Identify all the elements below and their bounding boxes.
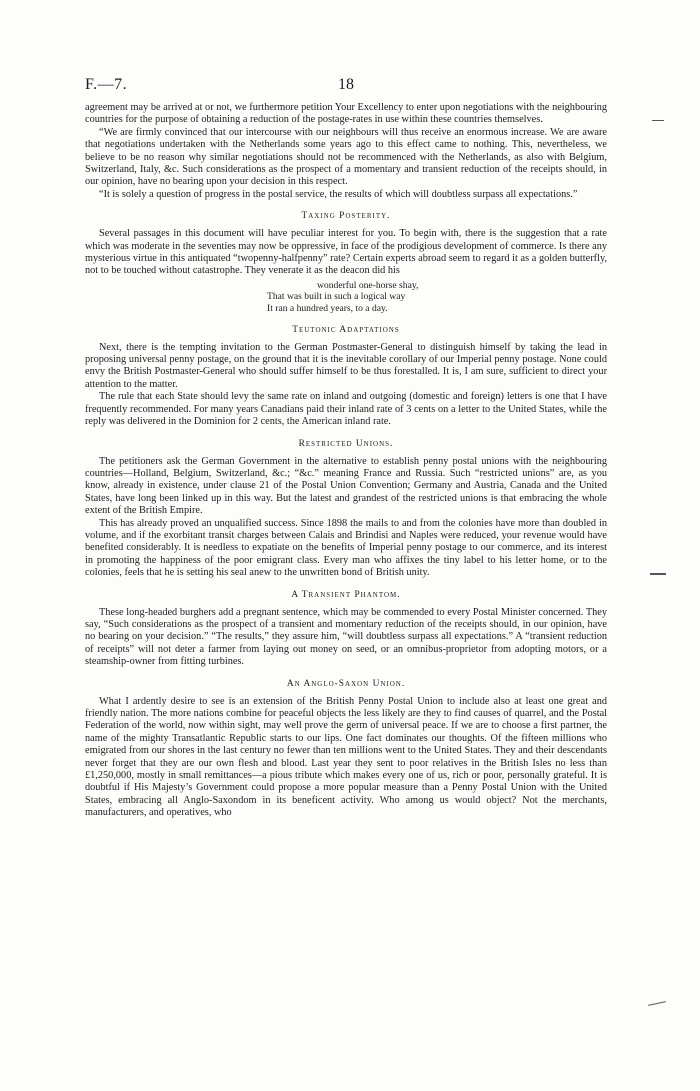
verse-quote: [267, 280, 607, 315]
section-restricted-unions: [85, 439, 607, 580]
paragraph: What I ardently desire to see is an extension of the British Penny Postal Union to include also at least one great and friendly nation. The more nations combine for peaceful objects the less likely are they to find causes of quarrel, and the Postal Federation of the world, now within sight, may well prove the germ of universal peace. If we are to choose a first partner, the name of the mighty Transatlantic Republic starts to our lips. One fact dominates our thoughts. Of the fifteen millions who emigrated from our shores in the last century no fewer than ten millions went to the United States. They and their descendants never forget that they are our own flesh and blood. Last year they sent to poor relatives in the British Isles no less than £1,250,000, mostly in small remittances—a pious tribute which makes every one of us, rich or poor, personally grateful. It is doubtful if His Majesty’s Government could propose a more popular measure than a Penny Postal Union with the United States, embracing all Anglo-Saxondom in its beneficent activity. Who among us would object? Not the merchants, manufacturers, and operatives, who: [85, 695, 607, 819]
paragraph: Next, there is the tempting invitation to the German Postmaster-General to distinguish himself by taking the lead in proposing universal penny postage, on the ground that it is the inevitable corollary of our Imperial penny postage. None could envy the British Postmaster-General who should suffer himself to be thus forestalled. It is, I am sure, sufficient to direct your attention to the matter.: [85, 341, 607, 390]
section-heading: Restricted Unions.: [298, 438, 394, 449]
paragraph: agreement may be arrived at or not, we furthermore petition Your Excellency to enter upon negotiations with the neighbouring countries for the purpose of obtaining a reduction of the postage-rates in use within these countries themselves.: [85, 102, 607, 126]
verse-line: It ran a hundred years, to a day.: [267, 303, 388, 315]
section-heading: An Anglo-Saxon Union.: [286, 678, 406, 689]
section-petition-continuation: [85, 102, 607, 201]
page-header: [85, 76, 607, 102]
paragraph: This has already proved an unqualified success. Since 1898 the mails to and from the colonies have more than doubled in volume, and if the exorbitant transit charges between Calais and Brindisi and Naples were reduced, your revenue would have benefited considerably. It is needless to expatiate on the benefits of Imperial penny postage to our commerce, and its interest in promoting the happiness of the poor emigrant class. Every man who affixes the tiny label to his letter home, or to the colonies, feels that he is setting his seal anew to the unwritten bond of British unity.: [85, 517, 607, 579]
paragraph: The petitioners ask the German Government in the alternative to establish penny postal unions with the neighbouring countries—Holland, Belgium, Switzerland, &c.; “&c.” meaning France and Russia. Such “restricted unions” are, as you know, already in existence, under clause 21 of the Postal Union Convention; Germany and Austria, Canada and the United States, have long been linked up in this way. But the latest and grandest of the restricted unions is that embracing the whole extent of the British Empire.: [85, 455, 607, 517]
section-anglo-saxon-union: [85, 679, 607, 820]
section-teutonic-adaptations: [85, 325, 607, 429]
section-heading: Teutonic Adaptations: [292, 324, 400, 335]
margin-mark: [652, 120, 664, 121]
section-transient-phantom: [85, 590, 607, 669]
page-number: 18: [338, 76, 354, 93]
paragraph: These long-headed burghers add a pregnant sentence, which may be commended to every Postal Minister concerned. They say, “Such considerations as the prospect of a transient and momentary reduction of the receipts should, in our opinion, have no bearing on your decision.” “The results,” they assure him, “will doubtless surpass all expectations.” A “transient reduction of receipts” will not deter a farmer from laying out money on seed, or an omnibus-proprietor from adopting motors, or a steamship-owner from fitting turbines.: [85, 606, 607, 668]
margin-mark: [648, 1001, 666, 1006]
paragraph: Several passages in this document will have peculiar interest for you. To begin with, there is the suggestion that a rate which was moderate in the seventies may now be oppressive, in face of the prodigious development of commerce. Is there any mysterious virtue in this antiquated “twopenny-halfpenny” rate? Certain experts abroad seem to regard it as a golden butterfly, not to be touched without catastrophe. They venerate it as the deacon did his: [85, 228, 607, 277]
paragraph: The rule that each State should levy the same rate on inland and outgoing (domestic and foreign) letters is one that I have frequently recommended. For many years Canadians paid their inland rate of 3 cents on a letter to the United States, while the reply was delivered in the Dominion for 2 cents, the American inland rate.: [85, 391, 607, 428]
document-page: [85, 76, 607, 820]
section-taxing-posterity: [85, 211, 607, 314]
margin-mark: [650, 573, 666, 575]
document-reference: F.—7.: [85, 76, 128, 93]
section-heading: A Transient Phantom.: [291, 589, 401, 600]
paragraph: “It is solely a question of progress in the postal service, the results of which will doubtless surpass all expectations.”: [99, 188, 578, 200]
verse-line: wonderful one-horse shay,: [317, 279, 419, 291]
verse-line: That was built in such a logical way: [267, 291, 406, 303]
paragraph: “We are firmly convinced that our intercourse with our neighbours will thus receive an enormous increase. We are aware that negotiations undertaken with the Netherlands some years ago to this effect came to nothing. This, nevertheless, we believe to be no reason why similar negotiations should not be recommenced with the Netherlands, as also with Belgium, Switzerland, Italy, &c. Such considerations as the prospect of a momentary and transient reduction of the receipts should, in our opinion, have no bearing upon your decision in this respect.: [85, 126, 607, 188]
section-heading: Taxing Posterity.: [301, 211, 391, 222]
